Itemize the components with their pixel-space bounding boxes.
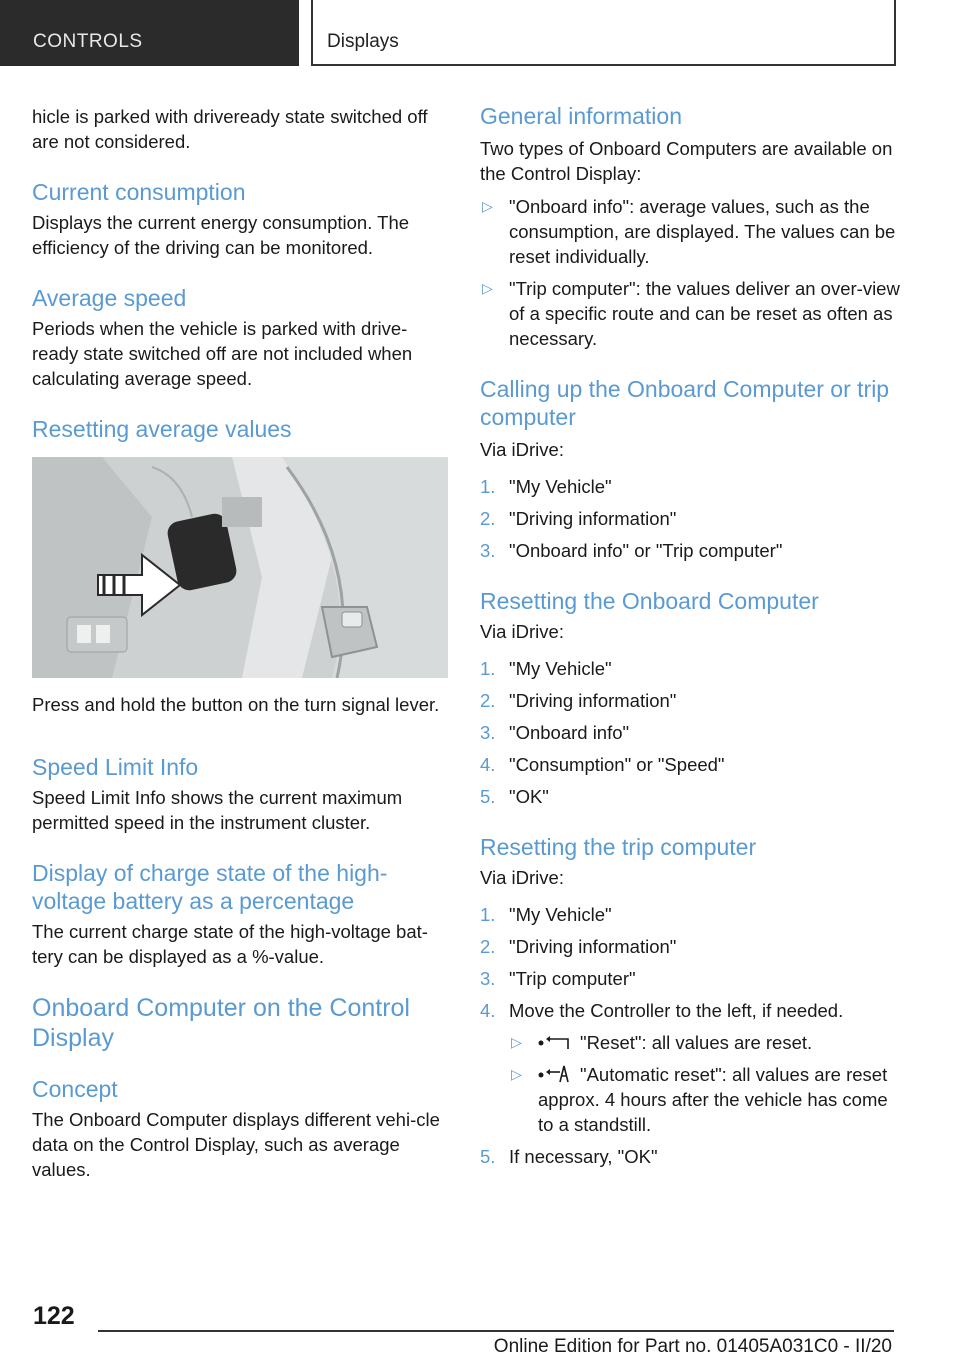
edition-note: Online Edition for Part no. 01405A031C0 - II/20: [493, 1336, 892, 1357]
list-item: 3. "Trip computer": [480, 968, 636, 989]
section-tab: CONTROLS: [0, 0, 299, 66]
heading-reset-trip: Resetting the trip computer: [480, 834, 757, 860]
heading-general-information: General information: [480, 103, 682, 129]
steering-column-drawing: [32, 457, 448, 678]
list-item: 5. If necessary, "OK": [480, 1146, 658, 1167]
concept-text: The Onboard Computer displays different vehi‐cle data on the Control Display, such as average values.: [32, 1109, 440, 1180]
list-item: 5. "OK": [480, 786, 549, 807]
list-item: ▷ "Onboard info": average values, such as the consumption, are displayed. The values can be reset individually.: [482, 196, 896, 267]
list-item: 3. "Onboard info": [480, 722, 630, 743]
page-header: [0, 0, 960, 66]
general-information-text: Two types of Onboard Computers are available on the Control Display:: [480, 138, 893, 184]
charge-state-text: The current charge state of the high-voltage bat‐tery can be displayed as a %-value.: [32, 921, 428, 967]
intro-text: hicle is parked with driveready state switched off are not considered.: [32, 106, 428, 152]
heading-resetting-average: Resetting average values: [32, 416, 292, 442]
reset-trip-steps: [480, 902, 900, 1169]
list-item: 4. Move the Controller to the left, if needed. ▷ "Reset": all values are reset. ▷ "Automatic reset": all values are reset approx. 4 hours after the vehicle has come to a standstill.: [480, 998, 900, 1137]
heading-reset-onboard: Resetting the Onboard Computer: [480, 588, 819, 614]
footer-divider: [98, 1330, 894, 1332]
page-number: 122: [33, 1302, 75, 1330]
resetting-average-caption: Press and hold the button on the turn signal lever.: [32, 694, 440, 715]
list-item: 3. "Onboard info" or "Trip computer": [480, 540, 783, 561]
automatic-reset-icon: [538, 1064, 570, 1084]
calling-up-via: Via iDrive:: [480, 439, 564, 460]
list-item: 2. "Driving information": [480, 936, 677, 957]
speed-limit-text: Speed Limit Info shows the current maximum permitted speed in the instrument cluster.: [32, 787, 403, 833]
chapter-tab: Displays: [311, 0, 896, 66]
list-item: ▷ "Reset": all values are reset.: [511, 1032, 813, 1053]
heading-concept: Concept: [32, 1076, 118, 1102]
reset-onboard-steps: [480, 656, 900, 809]
reset-icon: [538, 1034, 570, 1052]
left-column: [32, 100, 448, 1182]
turn-signal-lever-illustration: [32, 457, 448, 678]
reset-onboard-via: Via iDrive:: [480, 621, 564, 642]
general-bullets: [480, 194, 900, 351]
reset-options: [509, 1030, 900, 1137]
list-item: ▷ "Trip computer": the values deliver an over‐view of a specific route and can be reset as often as necessary.: [482, 278, 900, 349]
average-speed-text: Periods when the vehicle is parked with drive‐ready state switched off are not included when calculating average speed.: [32, 318, 413, 389]
list-item: 1. "My Vehicle": [480, 658, 612, 679]
heading-speed-limit-info: Speed Limit Info: [32, 754, 199, 780]
list-item: 2. "Driving information": [480, 690, 677, 711]
heading-charge-state: Display of charge state of the high-voltage battery as a percentage: [32, 860, 388, 914]
right-column: [480, 100, 900, 1169]
reset-trip-via: Via iDrive:: [480, 867, 564, 888]
bullet-triangle-icon: ▷: [511, 1066, 522, 1082]
list-item: 1. "My Vehicle": [480, 476, 612, 497]
bullet-triangle-icon: ▷: [482, 280, 493, 296]
list-item: 1. "My Vehicle": [480, 904, 612, 925]
current-consumption-text: Displays the current energy consumption. The efficiency of the driving can be monitored.: [32, 212, 410, 258]
list-item: 4. "Consumption" or "Speed": [480, 754, 725, 775]
heading-calling-up: Calling up the Onboard Computer or trip computer: [480, 376, 890, 430]
calling-up-steps: [480, 474, 900, 563]
bullet-triangle-icon: ▷: [511, 1034, 522, 1050]
list-item: 2. "Driving information": [480, 508, 677, 529]
heading-current-consumption: Current consumption: [32, 179, 246, 205]
list-item: ▷ "Automatic reset": all values are reset approx. 4 hours after the vehicle has come to a standstill.: [511, 1064, 888, 1135]
bullet-triangle-icon: ▷: [482, 198, 493, 214]
heading-onboard-computer: Onboard Computer on the Control Display: [32, 994, 410, 1052]
heading-average-speed: Average speed: [32, 285, 187, 311]
